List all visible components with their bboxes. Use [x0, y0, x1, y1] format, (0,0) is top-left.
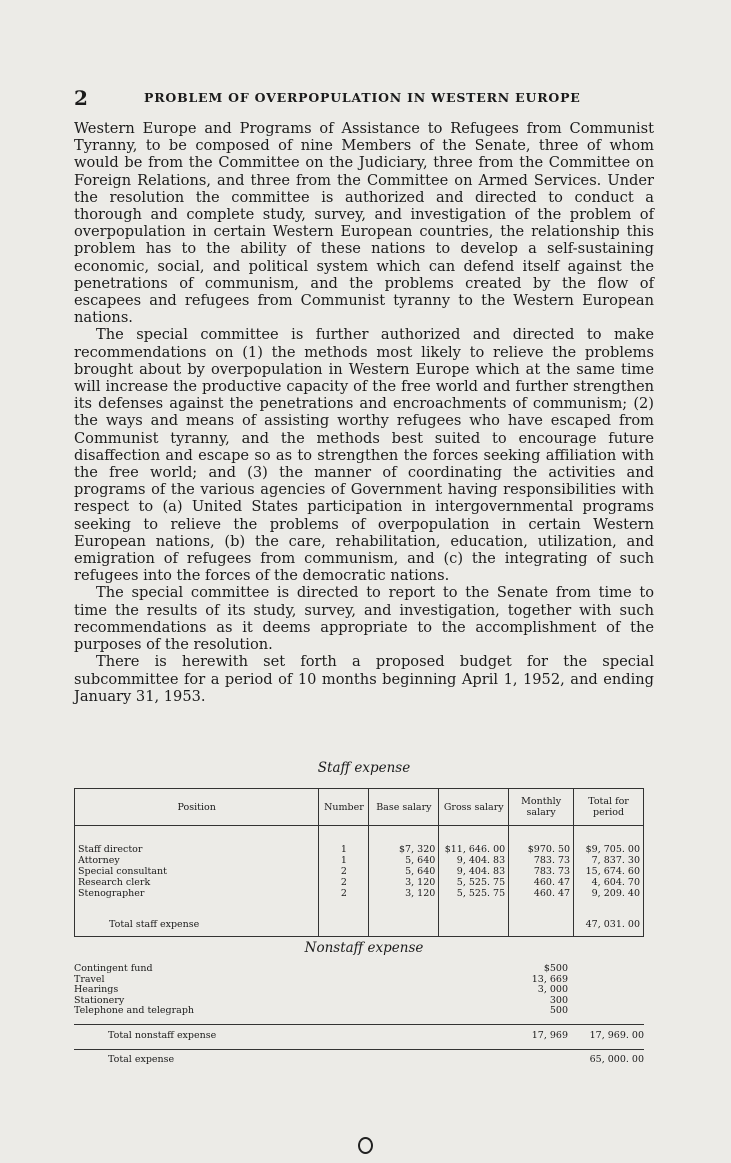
nonstaff-expense-list [74, 963, 644, 1070]
page-mark [358, 1137, 373, 1154]
base-salary-cell: 3, 120 [369, 888, 439, 911]
monthly-salary-cell: $970. 50 [509, 826, 574, 856]
gross-salary-cell: 5, 525. 75 [439, 888, 509, 911]
monthly-salary-cell: 783. 73 [509, 866, 574, 877]
base-salary-cell: 5, 640 [369, 855, 439, 866]
body-text [74, 120, 654, 705]
gross-salary-cell: $11, 646. 00 [439, 826, 509, 856]
total-nonstaff-value-1: 17, 969 [531, 1029, 568, 1041]
total-expense-value: 65, 000. 00 [589, 1053, 644, 1065]
item-value: $500 [543, 963, 568, 974]
item-value: 300 [549, 994, 568, 1006]
item-label: Hearings [74, 984, 119, 995]
item-value: 3, 000 [537, 984, 568, 995]
monthly-salary-cell: 783. 73 [509, 855, 574, 866]
running-title: PROBLEM OF OVERPOPULATION IN WESTERN EUROPE [144, 90, 581, 105]
base-salary-cell: 5, 640 [369, 866, 439, 877]
table-row [75, 826, 644, 856]
number-cell: 2 [319, 866, 369, 877]
col-header: Base salary [369, 789, 439, 826]
base-salary-cell: 3, 120 [369, 877, 439, 888]
col-header: Number [319, 789, 369, 826]
item-label: Contingent fund [74, 963, 153, 974]
position-cell: Attorney [75, 855, 319, 866]
position-cell: Staff director [75, 826, 319, 856]
paragraph-2: The special committee is further authorized and directed to make recommendations on (1) the methods most likely to relieve the problems brought about by overpopulation in Western Europe which at the same time will increase the productive capacity of the free world and further strengthen its defenses against the penetrations and encroachments of communism; (2) the ways and means of assisting worthy refugees who have escaped from Communist tyranny, and the methods best suited to encourage future disaffection and escape so as to strengthen the forces seeking affiliation with the free world; and (3) the manner of coordinating the activities and programs of the various agencies of Government having responsibilities with respect to (a) United States participation in intergovernmental programs seeking to relieve the problems of overpopulation in certain Western European nations, (b) the care, rehabilitation, education, utilization, and emigration of refugees from communism, and (c) the integrating of such refugees into the forces of the democratic nations. [74, 326, 654, 585]
col-header: Gross salary [439, 789, 509, 826]
total-period-cell: $9, 705. 00 [574, 826, 644, 856]
list-item [74, 984, 644, 995]
table-row [75, 855, 644, 866]
col-header: Total for period [574, 789, 644, 826]
table-row [75, 866, 644, 877]
number-cell: 1 [319, 855, 369, 866]
total-nonstaff-label: Total nonstaff expense [108, 1029, 217, 1041]
total-period-cell: 15, 674. 60 [574, 866, 644, 877]
total-period-cell: 4, 604. 70 [574, 877, 644, 888]
staff-expense-title: Staff expense [317, 760, 411, 776]
divider [74, 1049, 644, 1050]
total-period-cell: 9, 209. 40 [574, 888, 644, 911]
total-nonstaff-row [74, 1022, 644, 1046]
col-header: Position [75, 789, 319, 826]
table-header-row [75, 789, 644, 826]
item-label: Stationery [74, 994, 125, 1006]
list-item [74, 1005, 644, 1016]
paragraph-4: There is herewith set forth a proposed budget for the special subcommittee for a period of 10 months beginning April 1, 1952, and ending January 31, 1953. [74, 653, 654, 705]
gross-salary-cell: 9, 404. 83 [439, 855, 509, 866]
list-item [74, 995, 644, 1006]
monthly-salary-cell: 460. 47 [509, 877, 574, 888]
divider [74, 1024, 644, 1025]
list-item [74, 974, 644, 985]
page-number: 2 [74, 86, 88, 110]
paragraph-1: Western Europe and Programs of Assistance to Refugees from Communist Tyranny, to be composed of nine Members of the Senate, three of whom would be from the Committee on the Judiciary, three from the Committee on Foreign Relations, and three from the Committee on Armed Services. Under the resolution the committee is authorized and directed to conduct a thorough and complete study, survey, and investigation of the problem of overpopulation in certain Western European countries, the relationship this problem has to the ability of these nations to develop a self-sustaining economic, social, and political system which can defend itself against the penetrations of communism, and the problems created by the flow of escapees and refugees from Communist tyranny to the Western European nations. [74, 120, 654, 327]
item-label: Telephone and telegraph [74, 1005, 195, 1016]
base-salary-cell: $7, 320 [369, 826, 439, 856]
paragraph-3: The special committee is directed to report to the Senate from time to time the results of its study, survey, and investigation, together with such recommendations as it deems appropriate to the accomplishment of the purposes of the resolution. [74, 584, 654, 654]
number-cell: 2 [319, 888, 369, 911]
gross-salary-cell: 9, 404. 83 [439, 866, 509, 877]
total-staff-row [75, 911, 644, 937]
total-period-cell: 7, 837. 30 [574, 855, 644, 866]
position-cell: Special consultant [75, 866, 319, 877]
list-item [74, 963, 644, 974]
position-cell: Research clerk [75, 877, 319, 888]
monthly-salary-cell: 460. 47 [509, 888, 574, 911]
item-value: 13, 669 [531, 973, 568, 985]
item-value: 500 [549, 1005, 568, 1016]
col-header: Monthly salary [509, 789, 574, 826]
staff-expense-table [74, 788, 644, 937]
total-nonstaff-value-2: 17, 969. 00 [589, 1029, 644, 1041]
number-cell: 2 [319, 877, 369, 888]
total-staff-value: 47, 031. 00 [574, 911, 644, 937]
number-cell: 1 [319, 826, 369, 856]
item-label: Travel [74, 973, 105, 985]
table-row [75, 877, 644, 888]
position-cell: Stenographer [75, 888, 319, 911]
gross-salary-cell: 5, 525. 75 [439, 877, 509, 888]
table-row [75, 888, 644, 911]
total-expense-label: Total expense [108, 1053, 175, 1065]
nonstaff-expense-title: Nonstaff expense [304, 940, 424, 956]
total-staff-label: Total staff expense [75, 911, 319, 937]
